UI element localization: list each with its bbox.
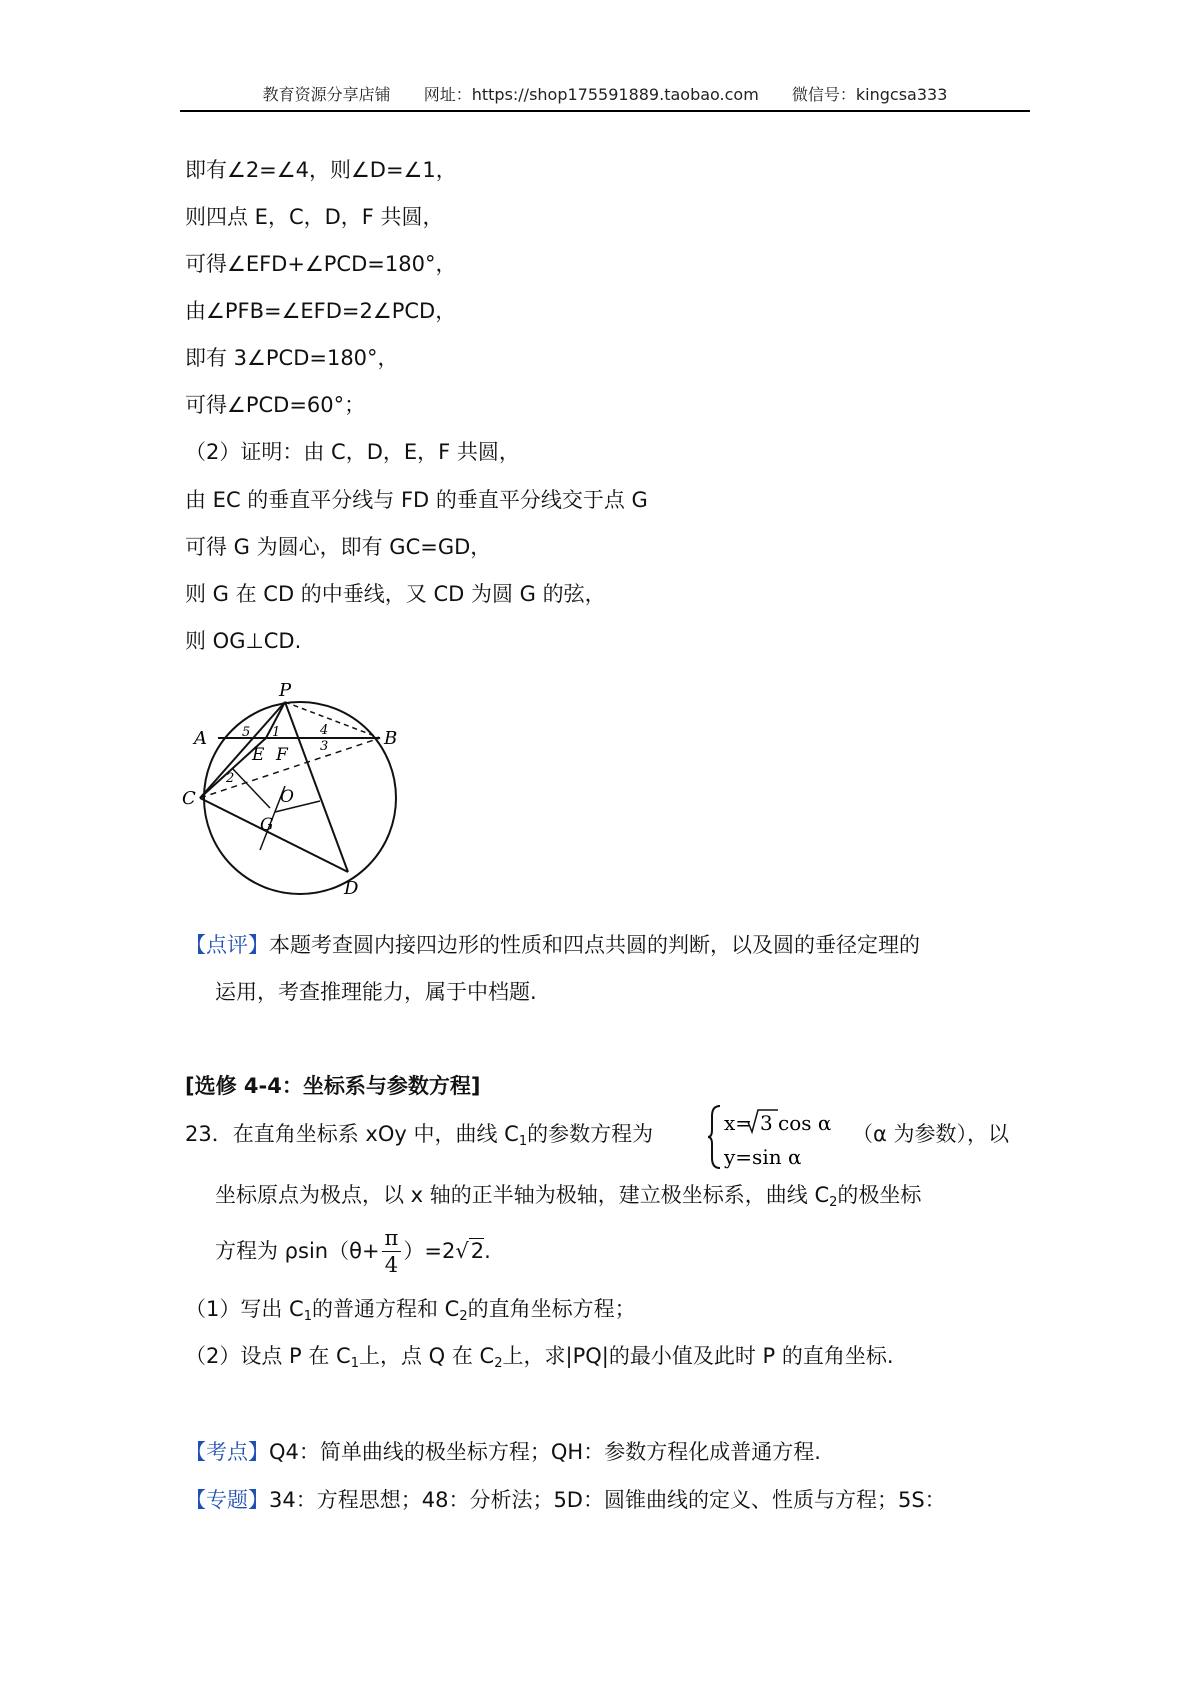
zhuanti-text: 34：方程思想；48：分析法；5D：圆锥曲线的定义、性质与方程；5S： bbox=[269, 1488, 946, 1512]
parametric-system bbox=[708, 1102, 838, 1172]
sqrt-radicand: 2 bbox=[470, 1239, 485, 1263]
label-d: D bbox=[344, 878, 359, 899]
fraction-numerator: π bbox=[382, 1228, 402, 1252]
subscript: 2 bbox=[829, 1195, 838, 1210]
angle-label-5: 5 bbox=[242, 725, 251, 740]
angle-label-1: 1 bbox=[272, 725, 281, 740]
problem-text: 方程为 ρsin（θ+ bbox=[215, 1239, 380, 1263]
solution-line: 则四点 E，C，D，F 共圆， bbox=[185, 205, 444, 229]
solution-line: 则 G 在 CD 的中垂线，又 CD 为圆 G 的弦， bbox=[185, 582, 606, 606]
solution-line: 可得 G 为圆心，即有 GC=GD， bbox=[185, 535, 492, 559]
problem-text: 坐标原点为极点，以 x 轴的正半轴为极轴，建立极坐标系，曲线 C bbox=[215, 1183, 830, 1207]
solution-line: 即有∠2=∠4，则∠D=∠1， bbox=[185, 158, 457, 182]
solution-line: 则 OG⊥CD. bbox=[185, 629, 302, 653]
subscript: 2 bbox=[494, 1356, 503, 1371]
label-b: B bbox=[384, 728, 398, 749]
label-p: P bbox=[279, 680, 292, 701]
kaodian-tag: 【考点】 bbox=[185, 1440, 269, 1464]
eq-y: y=sin α bbox=[724, 1145, 802, 1169]
eq-x-lhs: x= bbox=[724, 1111, 753, 1135]
review-line-1 bbox=[185, 933, 920, 958]
solution-line: 由 EC 的垂直平分线与 FD 的垂直平分线交于点 G bbox=[185, 488, 648, 512]
header-shop: 教育资源分享店铺 bbox=[262, 85, 391, 104]
problem-text: 的极坐标 bbox=[837, 1183, 922, 1207]
question-text: 上，求|PQ|的最小值及此时 P 的直角坐标. bbox=[502, 1344, 894, 1368]
fraction-pi-over-4 bbox=[382, 1228, 402, 1276]
angle-label-2: 2 bbox=[226, 771, 235, 786]
param-note: （α 为参数），以 bbox=[852, 1122, 1010, 1146]
label-e: E bbox=[252, 745, 265, 765]
problem-number: 23． bbox=[185, 1122, 233, 1146]
label-f: F bbox=[276, 745, 288, 765]
circle-outline bbox=[204, 702, 396, 894]
question-text: 上，点 Q 在 C bbox=[359, 1344, 495, 1368]
label-a: A bbox=[194, 728, 207, 749]
problem-text: ）=2 bbox=[403, 1239, 456, 1263]
subscript: 2 bbox=[459, 1309, 468, 1324]
question-text: （2）设点 P 在 C bbox=[185, 1344, 351, 1368]
eq-x-root: 3 bbox=[760, 1111, 773, 1135]
header-url[interactable]: 网址：https://shop175591889.taobao.com bbox=[423, 85, 759, 104]
solution-line: （2）证明：由 C，D，E，F 共圆， bbox=[185, 440, 520, 464]
subscript: 1 bbox=[350, 1356, 359, 1371]
line-cd bbox=[200, 798, 348, 872]
problem-line-3: 方程为 ρsin（θ+ $\frac{\pi}{4}$ ）=2√2. bbox=[215, 1226, 491, 1277]
fraction-denominator: 4 bbox=[384, 1253, 399, 1277]
page-header bbox=[180, 82, 1030, 105]
label-o: O bbox=[280, 787, 294, 807]
problem-text: 在直角坐标系 xOy 中，曲线 C bbox=[232, 1122, 519, 1146]
zhuanti-line bbox=[185, 1488, 946, 1513]
kaodian-text: Q4：简单曲线的极坐标方程；QH：参数方程化成普通方程. bbox=[269, 1440, 821, 1464]
eq-x-rhs: cos α bbox=[778, 1111, 832, 1135]
kaodian-line bbox=[185, 1440, 821, 1465]
question-text: （1）写出 C bbox=[185, 1297, 304, 1321]
problem-line-2 bbox=[215, 1183, 921, 1211]
review-line-2: 运用，考查推理能力，属于中档题. bbox=[215, 980, 537, 1004]
review-tag: 【点评】 bbox=[185, 933, 269, 957]
angle-label-4: 4 bbox=[320, 723, 329, 738]
solution-line: 可得∠PCD=60°； bbox=[185, 393, 366, 417]
question-text: 的普通方程和 C bbox=[311, 1297, 460, 1321]
solution-line: 可得∠EFD+∠PCD=180°， bbox=[185, 252, 457, 276]
solution-line: 由∠PFB=∠EFD=2∠PCD， bbox=[185, 299, 457, 323]
zhuanti-tag: 【专题】 bbox=[185, 1488, 269, 1512]
bisector-ec bbox=[232, 768, 270, 808]
header-wechat: 微信号：kingcsa333 bbox=[791, 85, 948, 104]
line-pd bbox=[285, 702, 348, 872]
label-c: C bbox=[182, 788, 196, 809]
problem-text: . bbox=[484, 1239, 491, 1263]
question-2 bbox=[185, 1344, 894, 1372]
header-divider bbox=[180, 110, 1030, 112]
question-text: 的直角坐标方程； bbox=[467, 1297, 636, 1321]
label-g: G bbox=[260, 815, 274, 835]
subscript: 1 bbox=[518, 1134, 528, 1149]
subscript: 1 bbox=[303, 1309, 312, 1324]
solution-line: 即有 3∠PCD=180°， bbox=[185, 346, 399, 370]
question-1 bbox=[185, 1297, 636, 1325]
review-text-1: 本题考查圆内接四边形的性质和四点共圆的判断，以及圆的垂径定理的 bbox=[269, 933, 920, 957]
problem-line-1 bbox=[185, 1122, 653, 1150]
section-title: [选修 4-4：坐标系与参数方程] bbox=[185, 1074, 481, 1098]
problem-text: 的参数方程为 bbox=[527, 1122, 654, 1146]
angle-label-3: 3 bbox=[320, 739, 329, 754]
geometry-figure bbox=[180, 680, 420, 910]
